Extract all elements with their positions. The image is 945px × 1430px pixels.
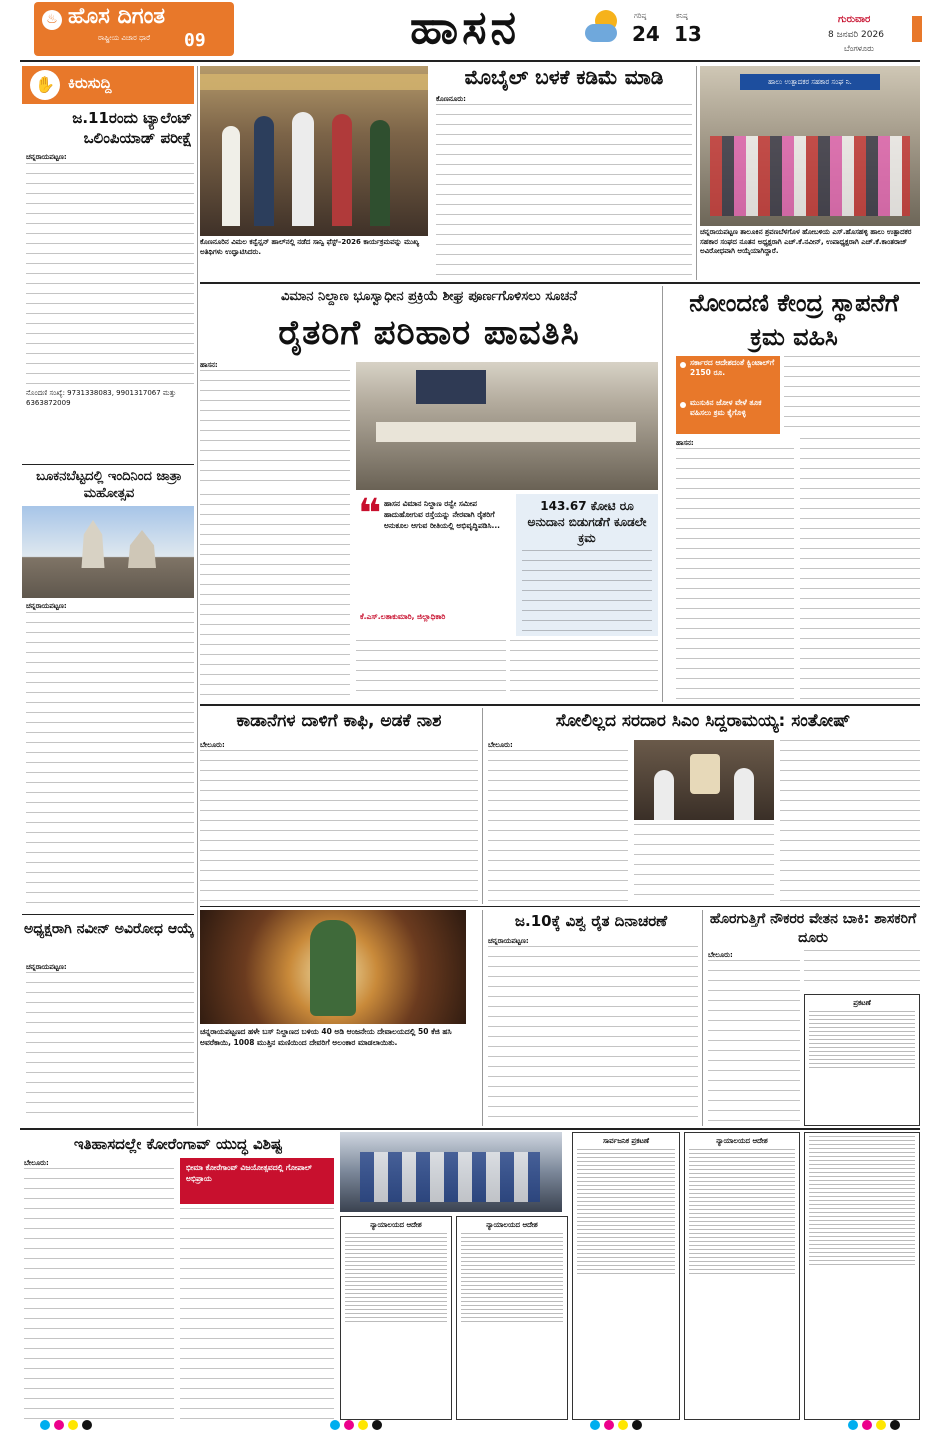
page-number: 09	[184, 30, 206, 51]
notice-1-heading: ನ್ಯಾಯಾಲಯದ ಆದೇಶ	[370, 1221, 422, 1229]
jathra-title[interactable]: ಬೂಕನಬೆಟ್ಟದಲ್ಲಿ ಇಂದಿನಿಂದ ಜಾತ್ರಾ ಮಹೋತ್ಸವ	[36, 469, 182, 501]
kiru-suddi-label: ಕಿರುಸುದ್ದಿ	[68, 74, 112, 92]
siddaramaiah-dateline: ಬೇಲೂರು:	[488, 741, 513, 749]
registration-dot	[604, 1420, 614, 1430]
registration-dot	[848, 1420, 858, 1430]
mobile-title[interactable]: ಮೊಬೈಲ್ ಬಳಕೆ ಕಡಿಮೆ ಮಾಡಿ	[464, 65, 664, 89]
anjaneya-photo	[200, 910, 466, 1024]
airport-body-4	[510, 640, 658, 700]
edge-tab	[912, 16, 922, 42]
airport-quote-box	[356, 491, 514, 636]
city: ಬೆಂಗಳೂರು	[844, 44, 874, 53]
koregaon-photo	[340, 1132, 562, 1212]
farmers-day-body	[488, 946, 698, 1122]
registration-dateline: ಹಾಸನ:	[676, 439, 694, 447]
naveen-body	[26, 972, 194, 1122]
registration-dot	[54, 1420, 64, 1430]
registration-body-1	[676, 448, 794, 700]
logo-block[interactable]	[34, 2, 234, 56]
airport-dateline: ಹಾಸನ:	[200, 361, 218, 369]
milk-union-photo	[700, 66, 920, 226]
registration-body-top	[784, 356, 920, 434]
registration-bullets	[676, 356, 780, 434]
talent-exam-dateline: ಚನ್ನರಾಯಪಟ್ಟಣ:	[26, 153, 67, 161]
airport-body-1	[200, 370, 350, 490]
jathra-body	[26, 612, 194, 912]
max-temp-label: ಗರಿಷ್ಠ	[634, 12, 647, 20]
bullet-icon	[680, 362, 686, 368]
airport-body-3	[356, 640, 506, 700]
siddaramaiah-body-2	[634, 824, 774, 902]
notice-box-4[interactable]	[684, 1132, 800, 1420]
anjaneya-caption: ಚನ್ನರಾಯಪಟ್ಟಣದ ಹಳೇ ಬಸ್ ನಿಲ್ದಾಣದ ಬಳಿಯ 40 ಅಡಿ ಆಂಜನೇಯ ದೇವಾಲಯದಲ್ಲಿ 50 ಕೆಜಿ ಹಸಿ ಅವರೆಕಾಯಿ, 1008 ಮುತ್ತಿನ ಮಣಿಯಿಂದ ದೇವರಿಗೆ ಅಲಂಕಾರ ಮಾಡಲಾಯಿತು.	[200, 1027, 452, 1047]
siddaramaiah-title[interactable]: ಸೋಲಿಲ್ಲದ ಸರದಾರ ಸಿಎಂ ಸಿದ್ದರಾಮಯ್ಯ: ಸಂತೋಷ್	[555, 711, 851, 731]
talent-exam-title[interactable]: ಜ.11ರಂದು ಟ್ಯಾಲೆಂಟ್ ಒಲಿಂಪಿಯಾಡ್ ಪರೀಕ್ಷೆ	[72, 109, 192, 147]
milk-union-sign: ಹಾಲು ಉತ್ಪಾದಕರ ಸಹಕಾರ ಸಂಘ ನಿ.	[740, 74, 880, 90]
koregaon-body-2	[180, 1208, 334, 1420]
registration-bullet-2: ಮುಸುಕಿನ ಜೋಳ ವೇಳೆ ತೂಕ ವಹಿಸಲು ಕ್ರಮ ಕೈಗೊಳ್ಳಿ	[690, 398, 762, 417]
registration-dot	[590, 1420, 600, 1430]
registration-dot	[618, 1420, 628, 1430]
registration-title[interactable]: ನೋಂದಣಿ ಕೇಂದ್ರ ಸ್ಥಾಪನೆಗೆ ಕ್ರಮ ವಹಿಸಿ	[689, 289, 899, 351]
registration-dot	[330, 1420, 340, 1430]
talent-exam-body	[26, 163, 194, 385]
edition-title: ಹಾಸನ	[410, 0, 521, 54]
logo-tagline: ರಾಷ್ಟ್ರೀಯ ವಿಚಾರ ಧಾರೆ	[98, 34, 151, 42]
talent-exam-contact: ನೊಂದಣಿ ಸಂಖ್ಯೆ: 9731338083, 9901317067 ಮತ್ತು 6363872009	[26, 389, 177, 407]
koregaon-body-1	[24, 1168, 174, 1420]
outsourcing-body-1	[708, 960, 800, 1122]
airport-quote: ಹಾಸನ ವಿಮಾನ ನಿಲ್ದಾಣ ರನ್ವೇ ಸಮೀಪ ಹಾದುಹೋಗುವ ರಸ್ತೆಯನ್ನು ನೇರವಾಗಿ ರೈತರಿಗೆ ಅನುಕೂಲ ಆಗುವ ರೀತಿಯಲ್ಲಿ ಅಭಿವೃದ್ಧಿಪಡಿಸಿ...	[384, 499, 501, 530]
registration-dot	[876, 1420, 886, 1430]
portrait-photo	[634, 740, 774, 820]
airport-fund-box	[516, 494, 658, 636]
airport-title[interactable]: ರೈತರಿಗೆ ಪರಿಹಾರ ಪಾವತಿಸಿ	[278, 313, 580, 353]
naveen-title[interactable]: ಅಧ್ಯಕ್ಷರಾಗಿ ನವೀನ್ ಅವಿರೋಧ ಆಯ್ಕೆ	[24, 921, 194, 937]
notice-5-heading: ಪ್ರಕಟಣೆ	[853, 999, 871, 1007]
notice-box-1[interactable]	[340, 1216, 452, 1420]
registration-body-2	[800, 438, 920, 700]
meeting-photo	[356, 362, 658, 490]
farmers-day-dateline: ಚನ್ನರಾಯಪಟ್ಟಣ:	[488, 937, 529, 945]
coffee-dateline: ಬೇಲೂರು:	[200, 741, 225, 749]
koregaon-title[interactable]: ಇತಿಹಾಸದಲ್ಲೇ ಕೋರೆಂಗಾವ್ ಯುದ್ಧ ವಿಶಿಷ್ಟ	[73, 1135, 283, 1153]
airport-box-title: 143.67 ಕೋಟಿ ರೂ ಅನುದಾನ ಬಿಡುಗಡೆಗೆ ಕೂಡಲೇ ಕ್ರಮ	[527, 499, 647, 545]
notice-box-5[interactable]	[804, 994, 920, 1126]
registration-bullet-1: ಸರ್ಕಾರದ ಆದೇಶದಂತೆ ಕ್ವಿಂಟಾಲ್‌ಗೆ 2150 ರೂ.	[690, 358, 775, 377]
registration-dot	[68, 1420, 78, 1430]
airport-quote-author: ಕೆ.ಎಸ್.ಲತಾಕುಮಾರಿ, ಜಿಲ್ಲಾಧಿಕಾರಿ	[360, 612, 446, 621]
day: ಗುರುವಾರ	[838, 14, 871, 25]
hand-icon: ✋	[30, 70, 60, 100]
notice-box-3[interactable]	[572, 1132, 680, 1420]
registration-dot	[632, 1420, 642, 1430]
registration-dot	[862, 1420, 872, 1430]
coffee-body	[200, 750, 478, 902]
koregaon-dateline: ಬೇಲೂರು:	[24, 1159, 49, 1167]
min-temp-label: ಕನಿಷ್ಠ	[676, 12, 688, 20]
temple-photo	[22, 506, 194, 598]
lamp-icon: ♨	[42, 10, 62, 30]
naveen-dateline: ಚನ್ನರಾಯಪಟ್ಟಣ:	[26, 963, 67, 971]
milk-union-caption: ಚನ್ನರಾಯಪಟ್ಟಣ ತಾಲೂಕಿನ ಶ್ರವಣಬೆಳಗೊಳ ಹೋಬಳಿಯ ಎಸ್.ಹೊಸಹಳ್ಳಿ ಹಾಲು ಉತ್ಪಾದಕರ ಸಹಕಾರ ಸಂಘದ ನೂತನ ಅಧ್ಯಕ್ಷರಾಗಿ ಎಚ್.ಕೆ.ನವೀನ್, ಉಪಾಧ್ಯಕ್ಷರಾಗಿ ಎಚ್.ಕೆ.ಕಾಂತರಾಜ್ ಅವಿರೋಧವಾಗಿ ಆಯ್ಕೆಯಾಗಿದ್ದಾರೆ.	[700, 228, 912, 255]
notice-box-6[interactable]	[804, 1132, 920, 1420]
date: 8 ಜನವರಿ 2026	[828, 30, 884, 40]
koregaon-quote-box	[180, 1158, 334, 1204]
outsourcing-body-2	[804, 950, 920, 990]
siddaramaiah-body-1	[488, 750, 628, 902]
koregaon-quote: ಭೀಮಾ ಕೋರೆಗಾಂವ್ ವಿಜಯೋತ್ಸವದಲ್ಲಿ ಗೋಪಾಲ್ ಅಭಿಪ್ರಾಯ	[186, 1163, 312, 1183]
jathra-dateline: ಚನ್ನರಾಯಪಟ್ಟಣ:	[26, 602, 67, 610]
airport-body-2	[200, 494, 350, 700]
registration-dot	[890, 1420, 900, 1430]
farmers-day-title[interactable]: ಜ.10ಕ್ಕೆ ವಿಶ್ವ ರೈತ ದಿನಾಚರಣೆ	[514, 912, 668, 930]
mobile-body	[436, 104, 692, 278]
kiru-suddi-banner	[22, 66, 194, 104]
function-photo	[200, 66, 428, 236]
min-temp: 13	[674, 22, 702, 46]
max-temp: 24	[632, 22, 660, 46]
registration-dot	[372, 1420, 382, 1430]
registration-dot	[82, 1420, 92, 1430]
mobile-dateline: ಕೊಣನೂರು:	[436, 95, 466, 103]
notice-3-heading: ಸಾರ್ವಜನಿಕ ಪ್ರಕಟಣೆ	[602, 1137, 650, 1145]
registration-marks	[0, 1420, 945, 1430]
sun-cloud-icon	[585, 10, 621, 46]
outsourcing-dateline: ಬೇಲೂರು:	[708, 951, 733, 959]
siddaramaiah-body-3	[780, 740, 920, 902]
registration-dot	[344, 1420, 354, 1430]
logo-text: ಹೊಸ ದಿಗಂತ	[68, 4, 166, 29]
airport-kicker: ವಿಮಾನ ನಿಲ್ದಾಣ ಭೂಸ್ವಾಧೀನ ಪ್ರಕ್ರಿಯೆ ಶೀಘ್ರ ಪೂರ್ಣಗೊಳಿಸಲು ಸೂಚನೆ	[280, 289, 578, 304]
notice-4-heading: ನ್ಯಾಯಾಲಯದ ಆದೇಶ	[716, 1137, 768, 1145]
outsourcing-title[interactable]: ಹೊರಗುತ್ತಿಗೆ ನೌಕರರ ವೇತನ ಬಾಕಿ: ಶಾಸಕರಿಗೆ ದೂರು	[709, 911, 917, 946]
registration-dot	[358, 1420, 368, 1430]
notice-box-2[interactable]	[456, 1216, 568, 1420]
coffee-title[interactable]: ಕಾಡಾನೆಗಳ ದಾಳಿಗೆ ಕಾಫಿ, ಅಡಕೆ ನಾಶ	[236, 711, 442, 731]
masthead	[0, 0, 945, 58]
masthead-rule	[20, 60, 920, 62]
notice-2-heading: ನ್ಯಾಯಾಲಯದ ಆದೇಶ	[486, 1221, 538, 1229]
quote-icon: ❝	[358, 491, 382, 537]
mobile-photo-caption: ಕೊಣನೂರಿನ ವಿಮಲ ಕನ್ವೆನ್ಷನ್ ಹಾಲ್‌ನಲ್ಲಿ ನಡೆದ ಸಾನ್ವಿ ಫೆಸ್ಟ್–2026 ಕಾರ್ಯಕ್ರಮವನ್ನು ಮುಖ್ಯ ಅತಿಥಿಗಳು ಉದ್ಘಾಟಿಸಿದರು.	[200, 238, 420, 256]
bullet-icon	[680, 402, 686, 408]
registration-dot	[40, 1420, 50, 1430]
